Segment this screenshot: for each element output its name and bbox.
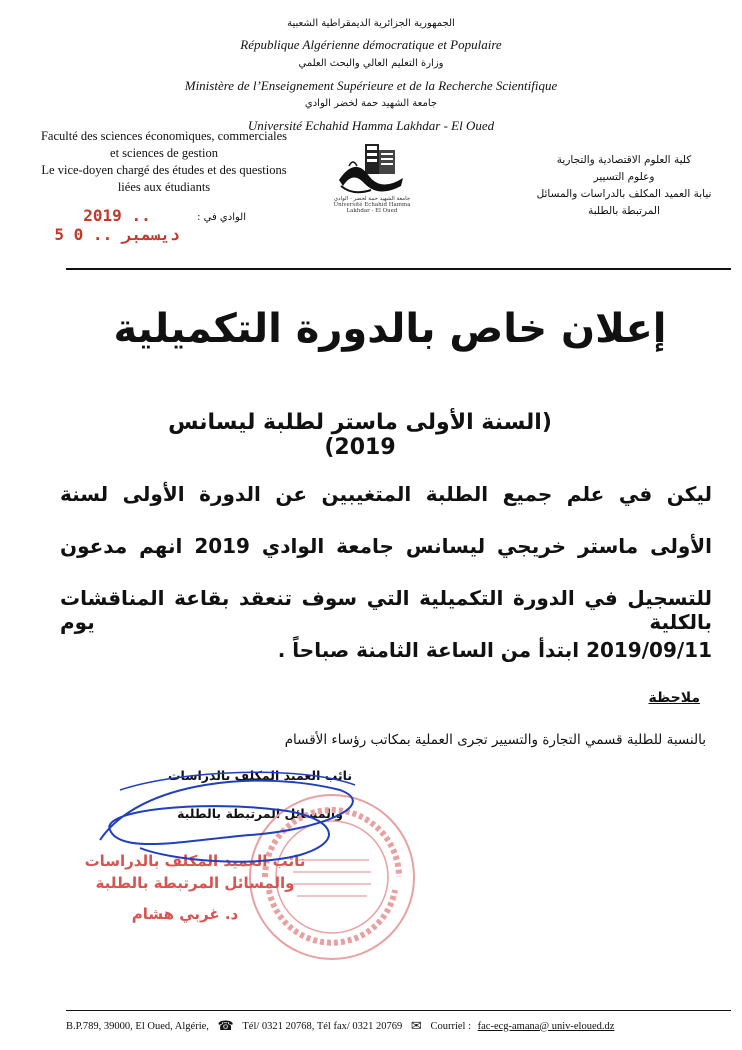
footer-phone: Tél/ 0321 20768, Tél fax/ 0321 20769 xyxy=(242,1020,403,1032)
faculty-ar-block xyxy=(524,152,724,220)
date-stamp: 2019 .. ديسمبر .. 0 5 xyxy=(54,206,180,244)
stamp-line: نائب العميد المكلف بالدراسات xyxy=(84,852,306,870)
header-fr-ministry: Ministère de l’Enseignement Supérieure et de la Recherche Scientifique xyxy=(184,78,558,93)
faculty-fr-block xyxy=(34,128,294,196)
header-ar-ministry: وزارة التعليم العالي والبحث العلمي xyxy=(298,58,444,69)
stamp-signatory-name: د. غربي هشام xyxy=(131,905,239,923)
body-line: 2019/09/11 ابتدأ من الساعة الثامنة صباحاً . xyxy=(277,638,712,662)
date-label: الوادي في : xyxy=(197,212,246,223)
stamp-line: والمسائل المرتبطة بالطلبة xyxy=(95,874,295,892)
telephone-icon: ☎ xyxy=(217,1018,234,1033)
announcement-title: إعلان خاص بالدورة التكميلية xyxy=(113,306,667,352)
signature-title-line: والمسائل المرتبطة بالطلبة xyxy=(177,806,343,821)
signature-title-line: نائب العميد المكلف بالدراسات xyxy=(167,768,353,783)
mail-icon: ✉ xyxy=(410,1018,422,1033)
faculty-fr-line: liées aux étudiants xyxy=(117,180,211,194)
body-line: ليكن في علم جميع الطلبة المتغيبين عن الدورة الأولى لسنة xyxy=(60,482,712,506)
announcement-subtitle: (السنة الأولى ماستر لطلبة ليسانس 2019) xyxy=(168,410,552,460)
faculty-fr-line: Faculté des sciences économiques, commerciales xyxy=(40,129,288,143)
note-text: بالنسبة للطلبة قسمي التجارة والتسيير تجرى العملية بمكاتب رؤساء الأقسام xyxy=(284,732,706,748)
footer-email-label: Courriel : xyxy=(430,1020,471,1032)
footer-address: B.P.789, 39000, El Oued, Algérie, xyxy=(66,1020,209,1032)
footer xyxy=(66,1018,731,1034)
logo-caption: جامعة الشهيد حمة لخضر - الوادي Université Echahid Hamma Lakhdar - El Oued xyxy=(333,196,411,214)
header-ar-republic: الجمهورية الجزائرية الديمقراطية الشعبية xyxy=(287,18,455,29)
body-line: للتسجيل في الدورة التكميلية التي سوف تنعقد بقاعة المناقشات بالكلية يوم xyxy=(60,586,712,634)
faculty-ar-line: وعلوم التسيير xyxy=(593,171,655,183)
footer-email[interactable]: fac-ecg-amana@ univ-eloued.dz xyxy=(477,1020,615,1032)
header-ar-university: جامعة الشهيد حمة لخضر الوادي xyxy=(304,98,438,109)
faculty-ar-line: المرتبطة بالطلبة xyxy=(588,205,660,217)
faculty-ar-line: نيابة العميد المكلف بالدراسات والمسائل xyxy=(536,188,712,200)
handwritten-signature xyxy=(80,760,380,870)
faculty-ar-line: كلية العلوم الاقتصادية والتجارية xyxy=(556,154,692,166)
body-line: الأولى ماستر خريجي ليسانس جامعة الوادي 2019 انهم مدعون xyxy=(60,534,713,558)
faculty-fr-line: et sciences de gestion xyxy=(110,146,218,160)
header-fr-republic: République Algérienne démocratique et Populaire xyxy=(240,37,502,52)
footer-separator xyxy=(66,1010,731,1011)
header-separator xyxy=(66,268,731,270)
note-heading: ملاحظة xyxy=(648,690,700,706)
university-logo xyxy=(335,136,407,202)
faculty-fr-line: Le vice-doyen chargé des études et des questions xyxy=(41,163,287,177)
header-fr-university: Université Echahid Hamma Lakhdar - El Oued xyxy=(247,118,495,133)
